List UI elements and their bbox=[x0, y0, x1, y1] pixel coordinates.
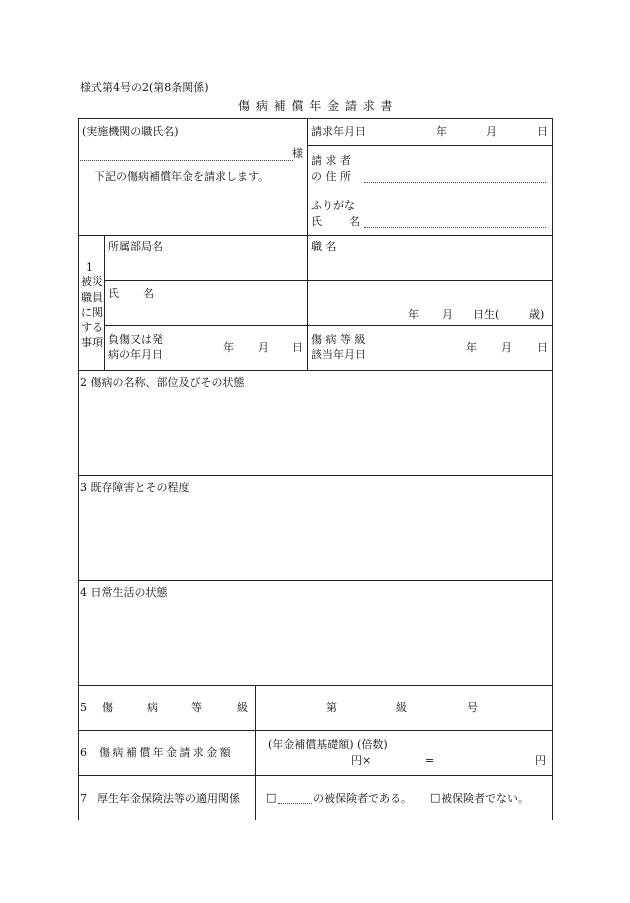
age: 歳) bbox=[529, 308, 545, 321]
section5-label-4: 級 bbox=[237, 701, 248, 714]
addressee-label: (実施機関の職氏名) bbox=[82, 125, 179, 138]
section1-row-divider-2 bbox=[104, 325, 553, 326]
bottom-divider bbox=[255, 685, 256, 820]
birth-day: 日生( bbox=[473, 308, 500, 321]
table-top-border bbox=[78, 118, 553, 119]
addressee-field[interactable] bbox=[80, 160, 293, 161]
claimant-address-label-2: の 住 所 bbox=[311, 170, 351, 183]
section7-label: 厚生年金保険法等の適用関係 bbox=[97, 792, 240, 805]
injury-date-day: 日 bbox=[292, 341, 303, 354]
birth-month: 月 bbox=[442, 308, 453, 321]
grade-date-month: 月 bbox=[501, 341, 512, 354]
injury-date-label-2: 病の年月日 bbox=[108, 348, 163, 361]
grade-date-year: 年 bbox=[466, 341, 477, 354]
top-divider bbox=[307, 118, 308, 370]
grade-class: 級 bbox=[396, 701, 407, 714]
section3-bottom bbox=[78, 580, 553, 581]
section5-number: 5 bbox=[80, 701, 87, 714]
yen-unit: 円 bbox=[535, 754, 546, 767]
section6-number: 6 bbox=[80, 746, 87, 759]
section1-title-4: する bbox=[81, 321, 103, 334]
section2-bottom bbox=[78, 475, 553, 476]
formula-header: (年金補償基礎額) (倍数) bbox=[268, 738, 388, 751]
grade-number: 号 bbox=[467, 701, 478, 714]
grade-date-label-2: 該当年月日 bbox=[311, 348, 366, 361]
section1-row-divider-1 bbox=[104, 280, 553, 281]
claim-date-year: 年 bbox=[436, 125, 447, 138]
section4-bottom bbox=[78, 685, 553, 686]
form-number: 様式第4号の2(第8条関係) bbox=[80, 81, 209, 94]
table-right-border bbox=[552, 118, 553, 820]
grade-date-label-1: 傷 病 等 級 bbox=[311, 333, 366, 346]
insured-option-text: の被保険者である。 bbox=[313, 792, 412, 805]
victim-name-label-2: 名 bbox=[143, 287, 154, 300]
section1-number: 1 bbox=[86, 261, 93, 274]
victim-name-label-1: 氏 bbox=[108, 287, 119, 300]
claim-statement: 下記の傷病補償年金を請求します。 bbox=[94, 170, 270, 183]
claim-date-divider bbox=[307, 145, 552, 146]
position-label: 職 名 bbox=[311, 240, 337, 253]
section1-title-2: 職員 bbox=[81, 291, 103, 304]
insured-checkbox[interactable]: □ bbox=[266, 791, 277, 804]
top-block-bottom bbox=[78, 235, 553, 236]
section7-number: 7 bbox=[80, 792, 87, 805]
section1-bottom bbox=[78, 370, 553, 371]
honorific: 様 bbox=[292, 147, 303, 160]
table-left-border bbox=[78, 118, 79, 820]
insurance-type-field[interactable] bbox=[278, 803, 312, 804]
equals-sign: = bbox=[425, 754, 435, 767]
section1-title-5: 事項 bbox=[81, 336, 103, 349]
furigana-label: ふりがな bbox=[311, 199, 355, 212]
section1-label-divider bbox=[104, 235, 105, 370]
claimant-address-field[interactable] bbox=[364, 182, 546, 183]
section6-label: 傷病補償年金請求金額 bbox=[99, 746, 233, 759]
section2-label: 2 傷病の名称、部位及びその状態 bbox=[80, 376, 245, 389]
grade-prefix: 第 bbox=[326, 701, 337, 714]
grade-date-day: 日 bbox=[537, 341, 548, 354]
page-title: 傷 病 補 償 年 金 請 求 書 bbox=[238, 99, 394, 113]
dept-label: 所属部局名 bbox=[108, 240, 163, 253]
section5-label-2: 病 bbox=[147, 701, 158, 714]
not-insured-checkbox[interactable]: □ bbox=[430, 791, 441, 804]
yen-times: 円× bbox=[351, 754, 372, 767]
not-insured-option-text: 被保険者でない。 bbox=[441, 792, 529, 805]
injury-date-year: 年 bbox=[223, 341, 234, 354]
section4-label: 4 日常生活の状態 bbox=[80, 586, 168, 599]
section5-bottom bbox=[78, 730, 553, 731]
birth-year: 年 bbox=[408, 308, 419, 321]
claimant-name-field[interactable] bbox=[364, 227, 546, 228]
section5-label-1: 傷 bbox=[102, 701, 113, 714]
injury-date-month: 月 bbox=[258, 341, 269, 354]
claim-date-month: 月 bbox=[486, 125, 497, 138]
claimant-address-label-1: 請 求 者 bbox=[311, 154, 351, 167]
section5-label-3: 等 bbox=[191, 701, 202, 714]
section6-bottom bbox=[78, 775, 553, 776]
claimant-name-label-2: 名 bbox=[349, 215, 360, 228]
claimant-name-label-1: 氏 bbox=[311, 215, 322, 228]
claim-date-label: 請求年月日 bbox=[311, 125, 366, 138]
section3-label: 3 既存障害とその程度 bbox=[80, 481, 190, 494]
claim-date-day: 日 bbox=[537, 125, 548, 138]
injury-date-label-1: 負傷又は発 bbox=[108, 333, 163, 346]
section1-title-1: 被災 bbox=[81, 275, 103, 288]
section1-title-3: に関 bbox=[81, 306, 103, 319]
